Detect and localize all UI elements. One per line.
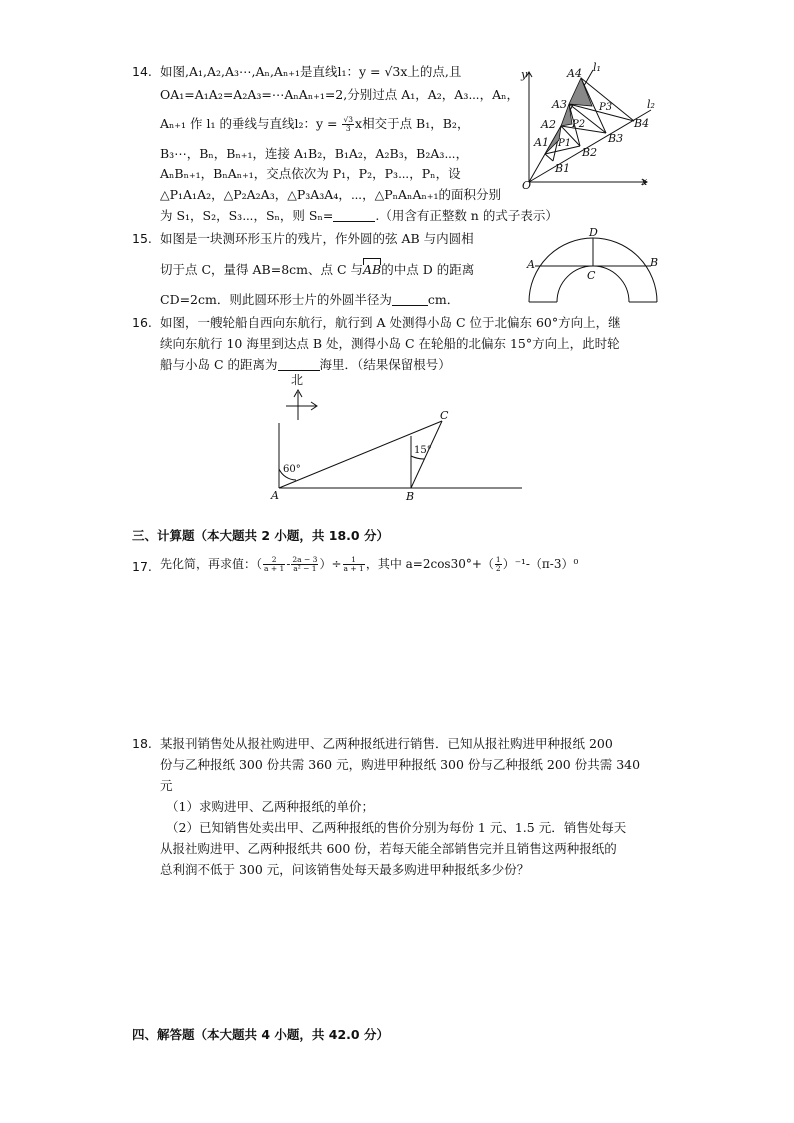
q17-number: 17. xyxy=(132,559,152,574)
label-b4: B4 xyxy=(634,117,650,130)
label-angle-15: 15° xyxy=(414,445,432,456)
q17-frac-4: $\frac{1}{2}$ xyxy=(495,555,501,573)
label-y: y xyxy=(521,68,528,81)
label-p2: P2 xyxy=(572,119,586,130)
q16-number: 16. xyxy=(132,315,152,330)
q18-number: 18. xyxy=(132,736,152,751)
q15-number: 15. xyxy=(132,231,152,246)
q14-frac-den: 3 xyxy=(345,124,351,133)
label-o: O xyxy=(522,179,532,190)
label-a4: A4 xyxy=(567,67,582,80)
q15-line-3 xyxy=(160,292,459,308)
q18-part-2-line-3: 总利润不低于 300 元，问该销售处每天最多购进甲种报纸多少份？ xyxy=(160,862,530,877)
q16-line-3-text: 船与小岛 C 的距离为 xyxy=(160,357,278,372)
q14-line-2: OA₁=A₁A₂=A₂A₃=⋯AₙAₙ₊₁=2,分别过点 A₁，A₂，A₃⋯，Aₙ， xyxy=(160,87,520,102)
q14-sqrt3-over-3 xyxy=(342,116,354,133)
arc-mark xyxy=(363,258,381,265)
q16-line-1: 如图，一艘轮船自西向东航行，航行到 A 处测得小岛 C 位于北偏东 60°方向上，继 xyxy=(160,315,621,330)
triangle-p3a3a4 xyxy=(569,78,592,106)
q18-part-2-line-1: （2）已知销售处卖出甲、乙两种报纸的售价分别为每份 1 元、1.5 元．销售处每天 xyxy=(166,820,627,835)
q16-line-2: 续向东航行 10 海里到达点 B 处，测得小岛 C 在轮船的北偏东 15°方向上，此时轮 xyxy=(160,336,620,351)
label-a3: A3 xyxy=(552,98,567,111)
q17-frac-1: $\frac{2}{a + 1}$ xyxy=(264,555,285,573)
q15-line-2-end: 的中点 D 的距离 xyxy=(381,262,475,277)
label-p3: P3 xyxy=(599,102,613,113)
q17-minus: - xyxy=(286,557,291,571)
q14-frac-num: √3 xyxy=(343,115,354,124)
q14-line-3-end: x相交于点 B₁，B₂， xyxy=(355,116,470,131)
q15-line-2-text: 切于点 C，量得 AB=8cm、点 C 与 xyxy=(160,262,364,277)
label-b2: B2 xyxy=(582,146,598,159)
q18-line-3: 元 xyxy=(160,778,173,793)
q14-answer-blank[interactable] xyxy=(333,209,375,222)
q18-part-1: （1）求购进甲、乙两种报纸的单价； xyxy=(166,799,374,814)
label-p1: P1 xyxy=(558,138,572,149)
section-3-heading: 三、计算题（本大题共 2 小题，共 18.0 分） xyxy=(132,528,389,543)
q17-post: ，其中 a=2cos30°+（ xyxy=(365,557,494,571)
q15-arc-ab: AB xyxy=(363,262,381,278)
q15-line-3-text: CD=2cm．则此圆环形士片的外圆半径为 xyxy=(160,292,392,307)
q14-line-7-text: 为 S₁，S₂，S₃⋯，Sₙ，则 Sₙ= xyxy=(160,208,334,223)
q15-answer-blank[interactable] xyxy=(392,293,428,306)
q18-line-2: 份与乙种报纸 300 份共需 360 元，购进甲种报纸 300 份与乙种报纸 200 份共需 340 xyxy=(160,757,641,772)
q14-line-4: B₃⋯，Bₙ，Bₙ₊₁，连接 A₁B₂，B₁A₂，A₂B₃，B₂A₃⋯， xyxy=(160,146,469,161)
label-a2: A2 xyxy=(541,118,556,131)
label-l1: l₁ xyxy=(593,61,601,74)
q14-line-3 xyxy=(160,116,469,133)
q16-figure xyxy=(266,368,526,504)
q14-line-7 xyxy=(160,208,558,224)
label-a1: A1 xyxy=(534,136,549,149)
label-north: 北 xyxy=(291,373,304,387)
q14-line-6: △P₁A₁A₂，△P₂A₂A₃，△P₃A₃A₄，⋯，△PₙAₙAₙ₊₁的面积分别 xyxy=(160,187,501,202)
label-b: B xyxy=(650,256,659,269)
label-angle-60: 60° xyxy=(283,464,301,475)
q14-number: 14. xyxy=(132,64,152,79)
label-c: C xyxy=(587,269,596,282)
q18-line-1: 某报刊销售处从报社购进甲、乙两种报纸进行销售．已知从报社购进甲种报纸 200 xyxy=(160,736,613,751)
q17-pre: 先化简，再求值：（ xyxy=(160,557,263,571)
label-d: D xyxy=(589,226,598,239)
q17-expression xyxy=(160,556,578,573)
label-l2: l₂ xyxy=(647,98,655,111)
q14-figure xyxy=(517,58,657,190)
q14-line-3-text: Aₙ₊₁ 作 l₁ 的垂线与直线l₂：y = xyxy=(160,116,342,131)
section-4-heading: 四、解答题（本大题共 4 小题，共 42.0 分） xyxy=(132,1027,389,1042)
q14-line-5: AₙBₙ₊₁，BₙAₙ₊₁，交点依次为 P₁，P₂，P₃⋯，Pₙ，设 xyxy=(160,166,461,181)
label-x: x xyxy=(641,175,648,188)
angle-15-arc xyxy=(411,456,424,459)
q17-mid: ）÷ xyxy=(319,557,342,571)
q15-figure xyxy=(522,224,664,306)
q17-frac-3: $\frac{1}{a + 1}$ xyxy=(343,555,364,573)
label-b1: B1 xyxy=(555,162,571,175)
q14-line-7-end: .（用含有正整数 n 的式子表示） xyxy=(375,208,558,223)
q15-line-2 xyxy=(160,262,474,278)
label-a: A xyxy=(271,489,279,502)
label-c: C xyxy=(440,409,449,422)
q14-line-1: 如图,A₁,A₂,A₃⋯,Aₙ,Aₙ₊₁是直线l₁：y = √3x上的点,且 xyxy=(160,64,462,79)
label-b3: B3 xyxy=(608,132,624,145)
q17-frac-2: $\frac{2a - 3}{\text{a² − 1}}$ xyxy=(292,555,318,573)
q18-part-2-line-2: 从报社购进甲、乙两种报纸共 600 份，若每天能全部销售完并且销售这两种报纸的 xyxy=(160,841,617,856)
q16-line-3-end: 海里．（结果保留根号） xyxy=(319,357,451,372)
q15-line-1: 如图是一块测环形玉片的残片，作外圆的弦 AB 与内圆相 xyxy=(160,231,474,246)
q17-tail: ）⁻¹-（π-3）⁰ xyxy=(502,557,579,571)
q15-line-3-end: cm． xyxy=(427,292,460,307)
label-a: A xyxy=(527,258,535,271)
label-b: B xyxy=(406,490,415,503)
